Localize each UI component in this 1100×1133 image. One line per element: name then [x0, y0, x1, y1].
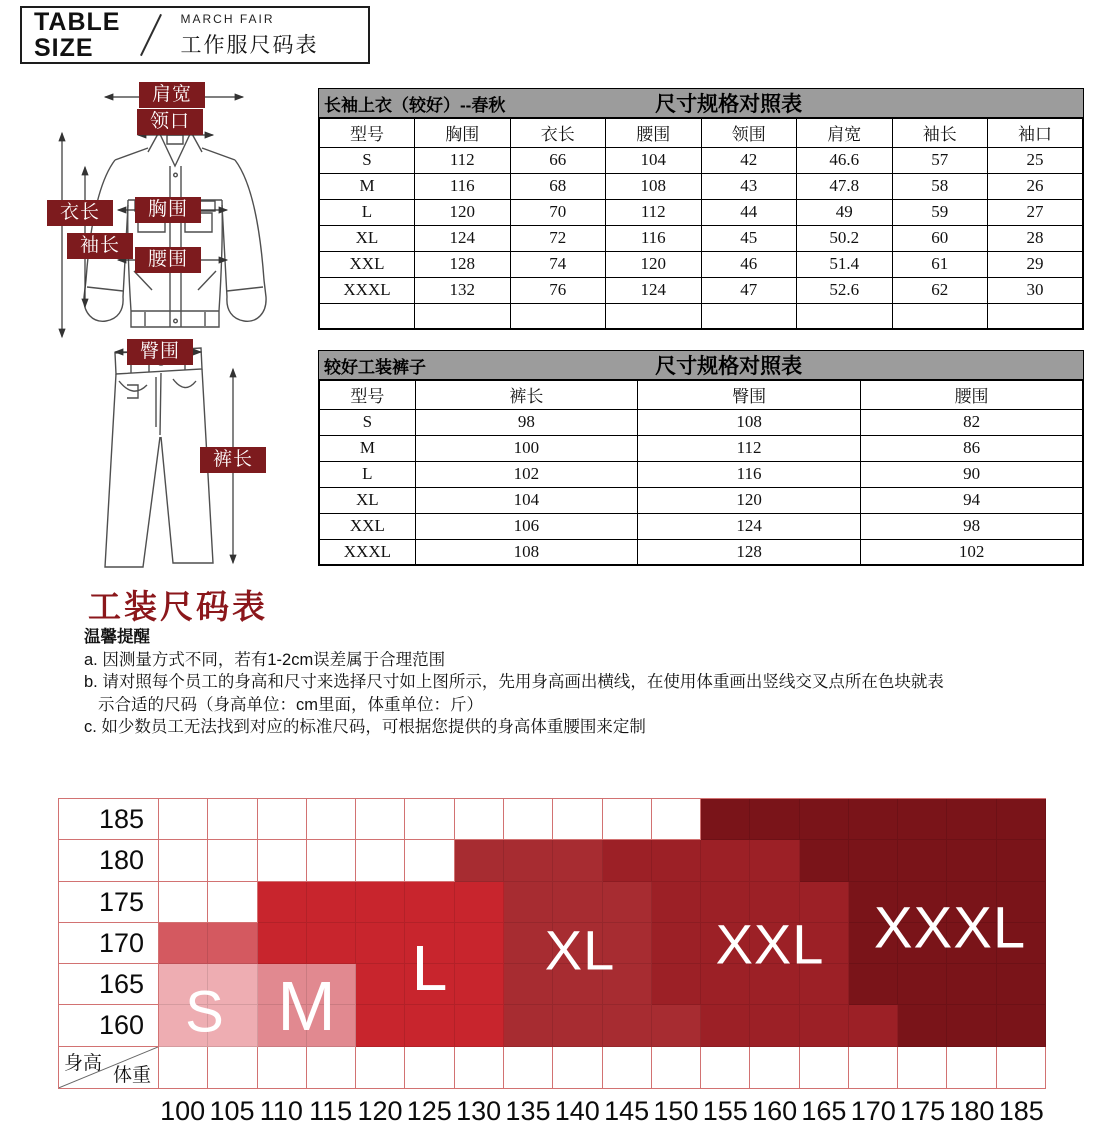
value-cell: 120	[606, 251, 702, 277]
region-cell-xxxl	[997, 840, 1046, 881]
value-cell: 49	[797, 199, 893, 225]
size-cell: XXL	[319, 513, 415, 539]
grid-cell	[652, 1047, 701, 1089]
grid-cell	[258, 840, 307, 881]
value-cell: 43	[701, 173, 797, 199]
region-cell-l	[455, 923, 504, 964]
value-cell: 98	[415, 409, 637, 435]
axis-corner-cell	[59, 1047, 159, 1089]
table-row	[319, 225, 1083, 251]
column-header: 胸围	[415, 118, 511, 147]
region-cell-xl	[504, 840, 553, 881]
grid-cell	[208, 840, 257, 881]
table-row	[319, 487, 1083, 513]
column-header: 腰围	[861, 380, 1083, 409]
value-cell: 102	[861, 539, 1083, 565]
size-cell: XXXL	[319, 539, 415, 565]
value-cell: 120	[415, 199, 511, 225]
brand-name-cn: 工作服尺码表	[180, 33, 319, 57]
value-cell: 112	[415, 147, 511, 173]
empty-cell	[988, 303, 1084, 329]
x-axis-tick: 175	[900, 1095, 946, 1126]
grid-cell	[307, 799, 356, 840]
value-cell: 116	[415, 173, 511, 199]
table-row	[319, 461, 1083, 487]
grid-cell	[159, 1047, 208, 1089]
empty-cell	[510, 303, 606, 329]
value-cell: 100	[415, 435, 637, 461]
region-cell-xxxl	[800, 799, 849, 840]
value-cell: 86	[861, 435, 1083, 461]
value-cell: 59	[892, 199, 988, 225]
region-cell-l	[405, 1005, 454, 1046]
x-axis-tick: 155	[702, 1095, 748, 1126]
pants-table-title: 较好工装裤子	[324, 357, 426, 377]
grid-cell	[455, 1047, 504, 1089]
region-cell-xxxl	[701, 799, 750, 840]
value-cell: 128	[638, 539, 861, 565]
table-header-row	[319, 118, 1083, 147]
size-region-label-xxxl: XXXL	[873, 895, 1027, 961]
x-axis-tick: 115	[309, 1095, 353, 1126]
value-cell: 57	[892, 147, 988, 173]
value-cell: 60	[892, 225, 988, 251]
value-cell: 45	[701, 225, 797, 251]
value-cell: 102	[415, 461, 637, 487]
table-row	[319, 513, 1083, 539]
notes-title: 温馨提醒	[84, 628, 150, 646]
x-axis-tick: 180	[949, 1095, 995, 1126]
value-cell: 108	[638, 409, 861, 435]
label-chip-jacket-length: 衣长	[47, 200, 113, 226]
value-cell: 94	[861, 487, 1083, 513]
size-cell: XL	[319, 225, 415, 251]
garment-diagram	[35, 75, 335, 595]
region-cell-xxxl	[997, 1005, 1046, 1046]
empty-cell	[415, 303, 511, 329]
y-axis-tick: 180	[59, 840, 159, 881]
y-axis-tick: 185	[59, 799, 159, 840]
y-axis-tick: 165	[59, 964, 159, 1005]
column-header: 肩宽	[797, 118, 893, 147]
grid-cell	[208, 882, 257, 923]
grid-cell	[208, 799, 257, 840]
slash-divider-icon	[141, 14, 163, 56]
region-cell-xxl	[701, 840, 750, 881]
column-header: 衣长	[510, 118, 606, 147]
grid-cell	[553, 799, 602, 840]
empty-cell	[701, 303, 797, 329]
value-cell: 112	[606, 199, 702, 225]
value-cell: 61	[892, 251, 988, 277]
region-cell-l	[356, 882, 405, 923]
region-cell-xl	[504, 1005, 553, 1046]
x-axis-tick: 110	[259, 1095, 303, 1126]
empty-cell	[319, 303, 415, 329]
table-row	[319, 539, 1083, 565]
x-axis-tick: 135	[505, 1095, 551, 1126]
region-cell-xxxl	[849, 799, 898, 840]
x-axis-tick: 130	[456, 1095, 502, 1126]
column-header: 臀围	[638, 380, 861, 409]
region-cell-xxl	[849, 1005, 898, 1046]
region-cell-l	[455, 1005, 504, 1046]
value-cell: 62	[892, 277, 988, 303]
value-cell: 47.8	[797, 173, 893, 199]
grid-cell	[652, 799, 701, 840]
column-header: 型号	[319, 380, 415, 409]
table-row	[319, 409, 1083, 435]
height-weight-size-chart	[58, 798, 1046, 1127]
region-cell-l	[258, 923, 307, 964]
jacket-table-header-bar	[318, 88, 1084, 117]
value-cell: 25	[988, 147, 1084, 173]
table-row	[319, 147, 1083, 173]
grid-cell	[455, 799, 504, 840]
grid-cell	[159, 840, 208, 881]
region-cell-l	[455, 882, 504, 923]
value-cell: 26	[988, 173, 1084, 199]
region-cell-xxl	[750, 1005, 799, 1046]
notes-block	[84, 626, 1074, 739]
region-cell-xxxl	[997, 799, 1046, 840]
region-cell-xl	[455, 840, 504, 881]
x-axis-tick: 170	[850, 1095, 896, 1126]
grid-cell	[356, 840, 405, 881]
region-cell-l	[455, 964, 504, 1005]
empty-cell	[606, 303, 702, 329]
empty-cell	[797, 303, 893, 329]
region-cell-xxxl	[849, 840, 898, 881]
grid-cell	[356, 1047, 405, 1089]
region-cell-xxl	[750, 840, 799, 881]
region-cell-xxl	[652, 964, 701, 1005]
region-cell-xxxl	[750, 799, 799, 840]
grid-cell	[603, 799, 652, 840]
value-cell: 132	[415, 277, 511, 303]
label-chip-hip: 臀围	[127, 339, 193, 365]
size-cell: XXL	[319, 251, 415, 277]
label-chip-sleeve-length: 袖长	[67, 233, 133, 259]
value-cell: 46	[701, 251, 797, 277]
region-cell-xxxl	[898, 964, 947, 1005]
table-row	[319, 251, 1083, 277]
table-header-row	[319, 380, 1083, 409]
value-cell: 82	[861, 409, 1083, 435]
grid-cell	[405, 799, 454, 840]
region-cell-xxxl	[947, 840, 996, 881]
value-cell: 108	[415, 539, 637, 565]
region-cell-l	[405, 882, 454, 923]
x-axis-tick: 150	[653, 1095, 699, 1126]
jacket-table-title: 长袖上衣（较好）--春秋	[324, 95, 506, 115]
pants-illustration	[35, 345, 335, 590]
grid-cell	[849, 1047, 898, 1089]
brand-header	[20, 6, 370, 64]
value-cell: 112	[638, 435, 861, 461]
x-axis-tick: 105	[209, 1095, 255, 1126]
grid-cell	[750, 1047, 799, 1089]
region-cell-xxl	[701, 1005, 750, 1046]
empty-cell	[892, 303, 988, 329]
region-cell-xxxl	[898, 799, 947, 840]
value-cell: 90	[861, 461, 1083, 487]
note-b-line2: 示合适的尺码（身高单位：cm里面，体重单位：斤）	[98, 695, 483, 714]
grid-cell	[997, 1047, 1046, 1089]
value-cell: 116	[606, 225, 702, 251]
value-cell: 50.2	[797, 225, 893, 251]
region-cell-l	[356, 1005, 405, 1046]
table-row	[319, 173, 1083, 199]
column-header: 腰围	[606, 118, 702, 147]
x-axis-tick: 140	[554, 1095, 600, 1126]
size-region-label-xl: XL	[544, 918, 616, 982]
size-cell: S	[319, 409, 415, 435]
region-cell-xxxl	[898, 1005, 947, 1046]
value-cell: 44	[701, 199, 797, 225]
value-cell: 104	[606, 147, 702, 173]
value-cell: 68	[510, 173, 606, 199]
region-cell-xxxl	[898, 840, 947, 881]
y-axis-tick: 160	[59, 1005, 159, 1046]
size-cell: XL	[319, 487, 415, 513]
value-cell: 76	[510, 277, 606, 303]
size-cell: L	[319, 461, 415, 487]
value-cell: 124	[638, 513, 861, 539]
region-cell-t	[159, 923, 208, 964]
region-cell-t	[208, 923, 257, 964]
note-c: c. 如少数员工无法找到对应的标准尺码，可根据您提供的身高体重腰围来定制	[84, 718, 646, 736]
brand-name-en: MARCH FAIR	[180, 11, 275, 26]
value-cell: 72	[510, 225, 606, 251]
grid-cell	[504, 1047, 553, 1089]
jacket-table-subtitle: 尺寸规格对照表	[655, 93, 803, 116]
x-axis-tick: 165	[801, 1095, 847, 1126]
x-axis-tick: 100	[160, 1095, 206, 1126]
grid-cell	[800, 1047, 849, 1089]
region-cell-xxl	[800, 1005, 849, 1046]
size-cell: M	[319, 173, 415, 199]
note-a: a. 因测量方式不同，若有1-2cm误差属于合理范围	[84, 650, 446, 669]
grid-cell	[898, 1047, 947, 1089]
region-cell-xxxl	[800, 840, 849, 881]
logo-subtitles	[180, 12, 318, 59]
grid-cell	[307, 1047, 356, 1089]
grid-cell	[258, 1047, 307, 1089]
region-cell-xxxl	[849, 964, 898, 1005]
grid-cell	[553, 1047, 602, 1089]
region-cell-l	[356, 964, 405, 1005]
label-chip-waist: 腰围	[135, 247, 201, 273]
grid-cell	[947, 1047, 996, 1089]
region-cell-xxl	[652, 882, 701, 923]
pants-size-table	[318, 379, 1084, 566]
value-cell: 30	[988, 277, 1084, 303]
value-cell: 74	[510, 251, 606, 277]
region-cell-l	[307, 882, 356, 923]
region-cell-xl	[603, 1005, 652, 1046]
size-cell: M	[319, 435, 415, 461]
value-cell: 116	[638, 461, 861, 487]
value-cell: 47	[701, 277, 797, 303]
value-cell: 98	[861, 513, 1083, 539]
grid-cell	[356, 799, 405, 840]
table-row	[319, 199, 1083, 225]
column-header: 袖长	[892, 118, 988, 147]
grid-cell	[405, 1047, 454, 1089]
region-cell-xxxl	[947, 1005, 996, 1046]
logo-line1: TABLE	[34, 8, 121, 36]
column-header: 裤长	[415, 380, 637, 409]
value-cell: 104	[415, 487, 637, 513]
region-cell-l	[258, 882, 307, 923]
value-cell: 27	[988, 199, 1084, 225]
pants-table-header-bar	[318, 350, 1084, 379]
y-axis-tick: 170	[59, 923, 159, 964]
value-cell: 42	[701, 147, 797, 173]
size-region-label-xxl: XXL	[715, 912, 825, 976]
x-axis-tick: 120	[357, 1095, 403, 1126]
x-axis-tick: 160	[752, 1095, 798, 1126]
grid-cell	[258, 799, 307, 840]
x-axis-tick: 145	[604, 1095, 650, 1126]
size-region-label-s: S	[185, 979, 225, 1045]
x-axis-tick-row	[158, 1089, 1046, 1127]
table-row	[319, 435, 1083, 461]
value-cell: 52.6	[797, 277, 893, 303]
size-region-label-m: M	[277, 967, 337, 1045]
size-cell: S	[319, 147, 415, 173]
grid-cell	[504, 799, 553, 840]
column-header: 袖口	[988, 118, 1084, 147]
column-header: 领围	[701, 118, 797, 147]
region-cell-xxxl	[947, 799, 996, 840]
logo-line2: SIZE	[34, 34, 94, 62]
size-cell: XXXL	[319, 277, 415, 303]
empty-row	[319, 303, 1083, 329]
grid-cell	[307, 840, 356, 881]
value-cell: 28	[988, 225, 1084, 251]
value-cell: 46.6	[797, 147, 893, 173]
value-cell: 128	[415, 251, 511, 277]
value-cell: 108	[606, 173, 702, 199]
value-cell: 58	[892, 173, 988, 199]
label-chip-collar: 领口	[137, 109, 203, 135]
y-axis-tick: 175	[59, 882, 159, 923]
grid-cell	[208, 1047, 257, 1089]
jacket-size-table-section	[318, 88, 1084, 330]
region-cell-xxl	[652, 923, 701, 964]
page-title: 工装尺码表	[88, 588, 268, 625]
value-cell: 106	[415, 513, 637, 539]
label-chip-shoulder-width: 肩宽	[139, 82, 205, 108]
y-axis-title: 身高	[64, 1052, 103, 1074]
value-cell: 66	[510, 147, 606, 173]
size-cell: L	[319, 199, 415, 225]
x-axis-tick: 185	[998, 1095, 1044, 1126]
x-axis-tick: 125	[406, 1095, 452, 1126]
region-cell-l	[307, 923, 356, 964]
region-cell-l	[356, 923, 405, 964]
value-cell: 70	[510, 199, 606, 225]
value-cell: 124	[415, 225, 511, 251]
grid-cell	[159, 799, 208, 840]
grid-cell	[701, 1047, 750, 1089]
logo-title	[34, 9, 120, 61]
region-cell-xxl	[652, 840, 701, 881]
label-chip-chest: 胸围	[135, 197, 201, 223]
pants-size-table-section	[318, 350, 1084, 566]
region-cell-xl	[553, 840, 602, 881]
note-b-line1: b. 请对照每个员工的身高和尺寸来选择尺寸如上图所示，先用身高画出横线，在使用体重画出竖线交叉点所在色块就表	[84, 673, 944, 691]
region-cell-xl	[553, 1005, 602, 1046]
x-axis-title: 体重	[112, 1064, 151, 1086]
label-chip-pants-length: 裤长	[200, 447, 266, 473]
value-cell: 124	[606, 277, 702, 303]
value-cell: 29	[988, 251, 1084, 277]
size-region-label-l: L	[411, 932, 449, 1004]
region-cell-xxxl	[997, 964, 1046, 1005]
grid-cell	[603, 1047, 652, 1089]
grid-cell	[159, 882, 208, 923]
table-row	[319, 277, 1083, 303]
value-cell: 120	[638, 487, 861, 513]
column-header: 型号	[319, 118, 415, 147]
region-cell-xxxl	[947, 964, 996, 1005]
jacket-size-table	[318, 117, 1084, 330]
region-cell-xxl	[603, 840, 652, 881]
region-cell-xl	[652, 1005, 701, 1046]
grid-cell	[405, 840, 454, 881]
pants-table-subtitle: 尺寸规格对照表	[655, 355, 803, 378]
value-cell: 51.4	[797, 251, 893, 277]
